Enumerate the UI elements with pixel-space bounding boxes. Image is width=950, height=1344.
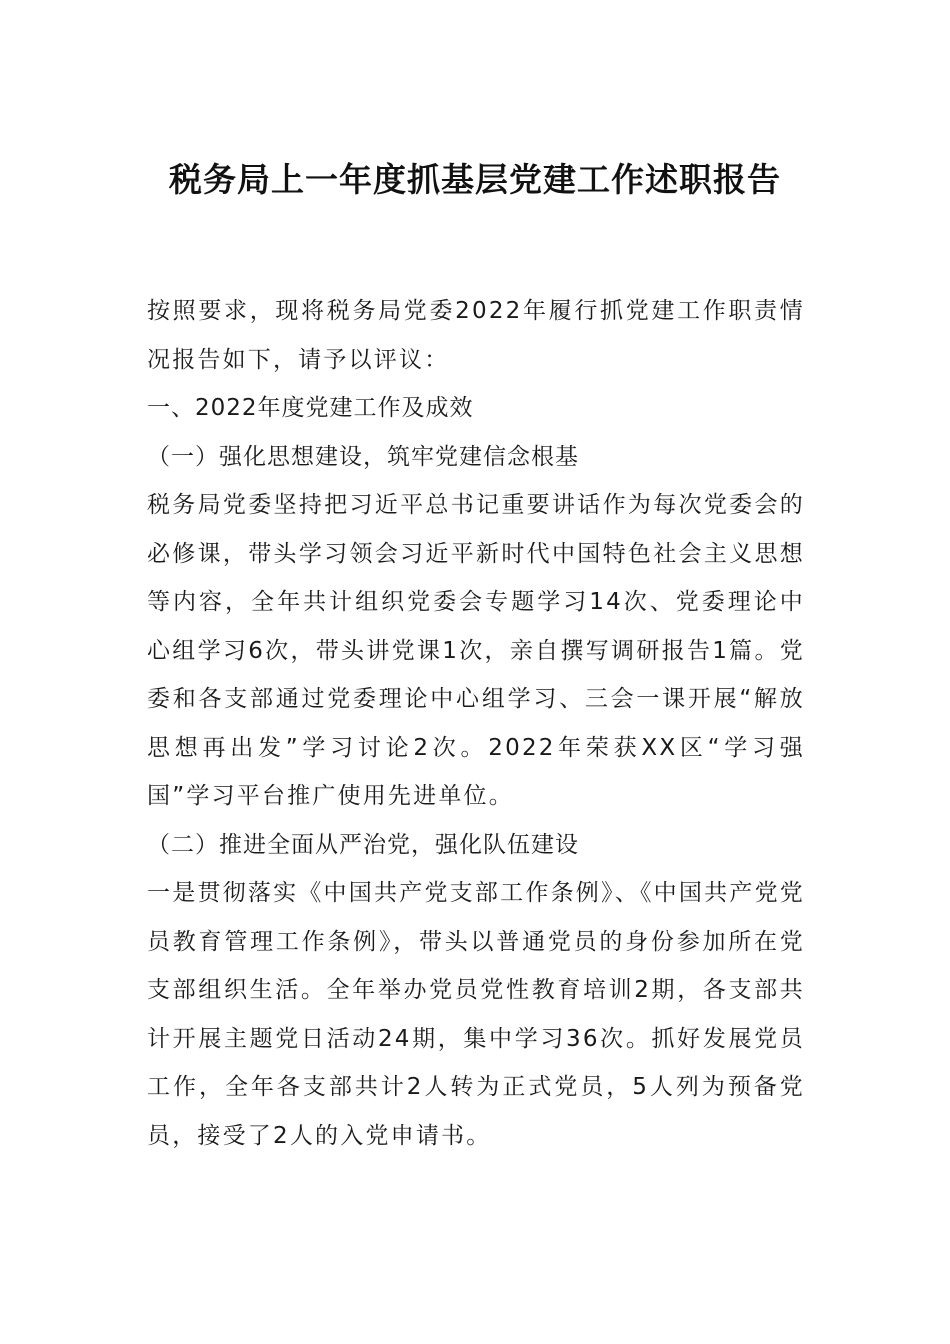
- body-paragraph: 一是贯彻落实《中国共产党支部工作条例》、《中国共产党党员教育管理工作条例》，带头以普通党员的身份参加所在党支部组织生活。全年举办党员党性教育培训2期，各支部共计开展主题党日活动24期，集中学习36次。抓好发展党员工作，全年各支部共计2人转为正式党员，5人列为预备党员，接受了2人的入党申请书。: [147, 880, 805, 1149]
- subsection-heading: （二）推进全面从严治党，强化队伍建设: [147, 831, 579, 858]
- body-paragraph: 税务局党委坚持把习近平总书记重要讲话作为每次党委会的必修课，带头学习领会习近平新时代中国特色社会主义思想等内容，全年共计组织党委会专题学习14次、党委理论中心组学习6次，带头讲党课1次，亲自撰写调研报告1篇。党委和各支部通过党委理论中心组学习、三会一课开展“解放思想再出发”学习讨论2次。2022年荣获XX区“学习强国”学习平台推广使用先进单位。: [147, 492, 805, 809]
- intro-paragraph: 按照要求，现将税务局党委2022年履行抓党建工作职责情况报告如下，请予以评议：: [147, 298, 805, 373]
- subsection-heading: （一）强化思想建设，筑牢党建信念根基: [147, 443, 579, 470]
- section-heading: 一、2022年度党建工作及成效: [147, 395, 474, 421]
- document-body: [147, 287, 805, 1160]
- document-title: 税务局上一年度抓基层党建工作述职报告: [169, 160, 781, 199]
